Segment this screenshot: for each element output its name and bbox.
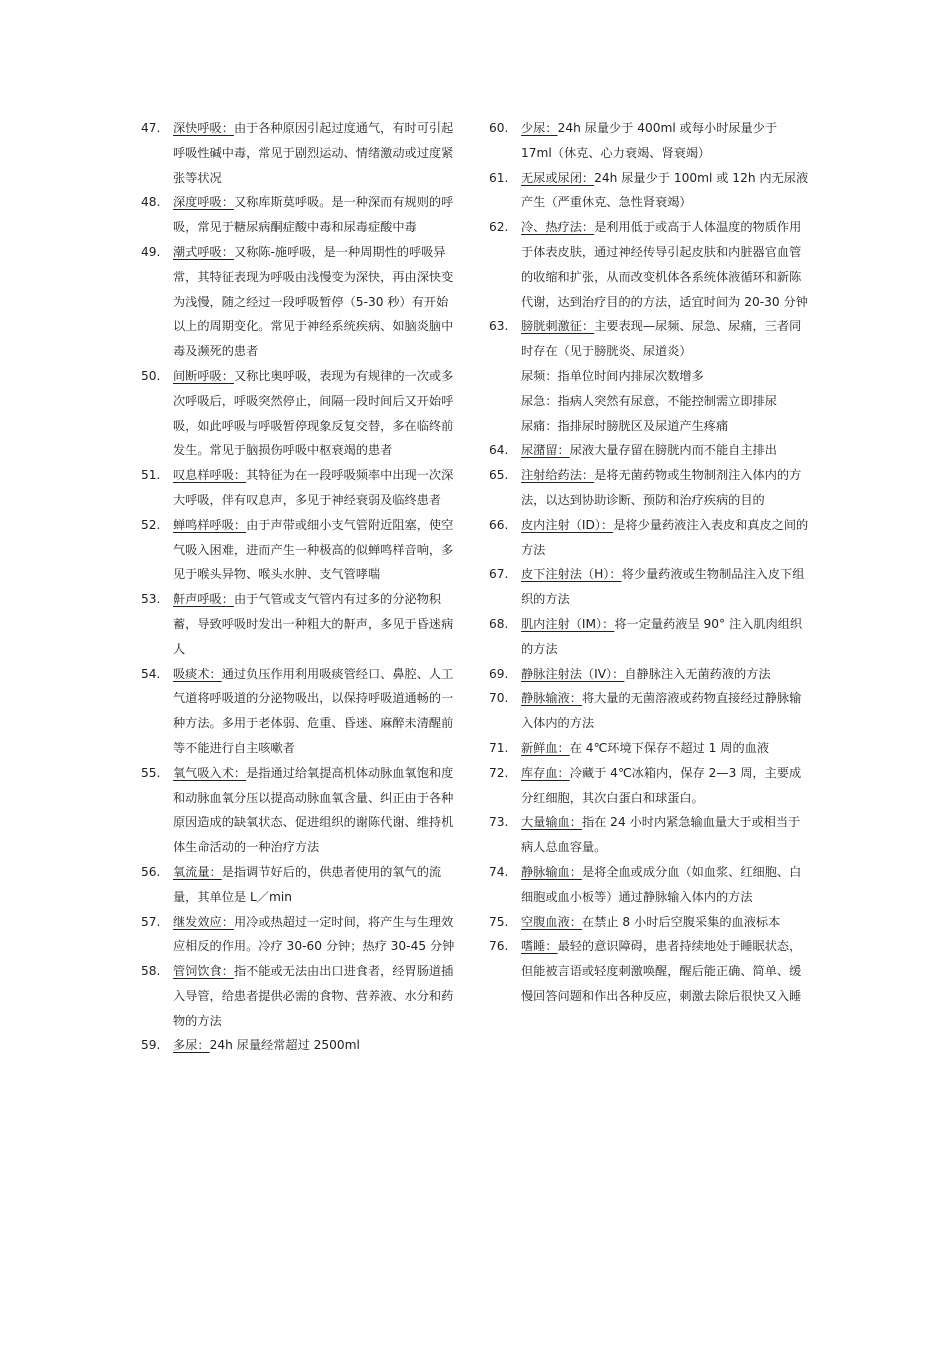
glossary-entry: [489, 314, 811, 364]
glossary-entry: [141, 761, 459, 860]
entry-definition: 在禁止 8 小时后空腹采集的血液标本: [581, 914, 781, 929]
entry-definition: 24h 尿量少于 100ml 或 12h 内无尿液产生（严重休克、急性肾衰竭）: [521, 170, 809, 210]
entry-number: 67.: [489, 567, 509, 582]
entry-number: 52.: [141, 517, 161, 532]
glossary-entry: [489, 562, 811, 612]
entry-definition: 尿液大量存留在膀胱内而不能自主排出: [569, 443, 777, 458]
entry-term: 氧流量：: [173, 864, 222, 879]
glossary-entry: [141, 860, 459, 910]
entry-number: 61.: [489, 170, 509, 185]
glossary-entry: [489, 662, 811, 687]
entry-number: 60.: [489, 121, 509, 135]
glossary-entry: [489, 910, 811, 935]
glossary-entry: [489, 810, 811, 860]
glossary-entry: [489, 934, 811, 1008]
entry-term: 皮内注射（ID）：: [521, 517, 614, 532]
entry-number: 58.: [141, 964, 161, 979]
entry-definition: 是将无菌药物或生物制剂注入体内的方法，以达到协助诊断、预防和治疗疾病的目的: [521, 468, 802, 507]
entry-number: 55.: [141, 765, 161, 780]
entry-term: 空腹血液：: [521, 914, 582, 929]
entry-term: 静脉注射法（IV）：: [521, 666, 625, 681]
entry-number: 59.: [141, 1038, 161, 1053]
entry-subitem: 尿频：指单位时间内排尿次数增多: [521, 368, 704, 383]
entry-term: 静脉输血：: [521, 864, 582, 879]
glossary-entry: [141, 190, 459, 240]
entry-definition: 通过负压作用利用吸痰管经口、鼻腔、人工气道将呼吸道的分泌物吸出，以保持呼吸道通畅的一种方法。多用于老体弱、危重、昏迷、麻醉未清醒前等不能进行自主咳嗽者: [173, 666, 454, 755]
entry-definition: 24h 尿量经常超过 2500ml: [209, 1038, 360, 1053]
entry-number: 62.: [489, 220, 509, 235]
entry-term: 肌内注射（IM）：: [521, 616, 615, 631]
glossary-entry: [141, 364, 459, 463]
entry-definition: 又称库斯莫呼吸。是一种深而有规则的呼吸，常见于糖尿病酮症酸中毒和尿毒症酸中毒: [173, 195, 454, 235]
entry-term: 新鲜血：: [521, 740, 570, 755]
glossary-entry: [489, 438, 811, 463]
entry-definition: 其特征为在一段呼吸频率中出现一次深大呼吸，伴有叹息声，多见于神经衰弱及临终患者: [173, 468, 454, 507]
entry-number: 73.: [489, 815, 509, 830]
entry-number: 56.: [141, 864, 161, 879]
entry-definition: 由于声带或细小支气管附近阻塞，使空气吸入困难，进而产生一种极高的似蝉鸣样音响，多见于喉头异物、喉头水肿、支气管哮喘: [173, 517, 454, 582]
entry-number: 53.: [141, 592, 161, 607]
entry-term: 间断呼吸：: [173, 368, 234, 383]
entry-definition: 又称比奥呼吸，表现为有规律的一次或多次呼吸后，呼吸突然停止，间隔一段时间后又开始呼吸，如此呼吸与呼吸暂停现象反复交替，多在临终前发生。常见于脑损伤呼吸中枢衰竭的患者: [173, 368, 454, 458]
glossary-entry: [141, 662, 459, 761]
entry-term: 膀胱刺激征：: [521, 319, 595, 334]
entry-term: 管饲饮食：: [173, 964, 234, 979]
entry-definition: 最轻的意识障碍，患者持续地处于睡眠状态，但能被言语或轻度刺激唤醒，醒后能正确、简单、缓慢回答问题和作出各种反应，刺激去除后很快又入睡: [521, 939, 802, 1003]
entry-number: 69.: [489, 666, 509, 681]
entry-subitem: 尿痛：指排尿时膀胱区及尿道产生疼痛: [521, 418, 729, 433]
glossary-entry: [489, 166, 811, 216]
entry-term: 库存血：: [521, 765, 570, 780]
entry-term: 尿潴留：: [521, 443, 570, 458]
glossary-entry: [489, 463, 811, 513]
entry-term: 氧气吸入术：: [173, 765, 247, 780]
entry-term: 深度呼吸：: [173, 195, 234, 210]
entry-number: 68.: [489, 616, 509, 631]
left-column: [141, 116, 459, 1058]
entry-number: 47.: [141, 121, 161, 135]
entry-term: 静脉输液：: [521, 691, 582, 706]
entry-number: 51.: [141, 468, 161, 483]
glossary-entry: [141, 1033, 459, 1058]
entry-definition: 冷藏于 4℃冰箱内，保存 2—3 周，主要成分红细胞，其次白蛋白和球蛋白。: [521, 765, 802, 805]
entry-term: 注射给药法：: [521, 468, 595, 483]
entry-definition: 是利用低于或高于人体温度的物质作用于体表皮肤，通过神经传导引起皮肤和内脏器官血管的收缩和扩张，从而改变机体各系统体液循环和新陈代谢，达到治疗目的的方法，适宜时间为 20-30 分钟: [521, 220, 808, 309]
glossary-entry: [141, 240, 459, 364]
entry-number: 54.: [141, 666, 161, 681]
entry-number: 64.: [489, 443, 509, 458]
glossary-entry: [141, 959, 459, 1033]
entry-number: 48.: [141, 195, 161, 210]
entry-definition: 用冷或热超过一定时间，将产生与生理效应相反的作用。冷疗 30-60 分钟；热疗 30-45 分钟: [173, 914, 455, 954]
glossary-entry: [489, 736, 811, 761]
entry-definition: 指在 24 小时内紧急输血量大于或相当于病人总血容量。: [521, 815, 801, 855]
entry-term: 叹息样呼吸：: [173, 468, 247, 483]
glossary-entry: [141, 587, 459, 661]
glossary-entry: [489, 761, 811, 811]
entry-definition: 主要表现—尿频、尿急、尿痛，三者同时存在（见于膀胱炎、尿道炎）: [521, 319, 802, 359]
entry-definition: 指不能或无法由出口进食者，经胃肠道插入导管，给患者提供必需的食物、营养液、水分和药物的方法: [173, 964, 454, 1028]
right-column: [489, 116, 811, 1009]
entry-term: 潮式呼吸：: [173, 244, 234, 259]
entry-definition: 将少量药液或生物制品注入皮下组织的方法: [521, 567, 805, 607]
glossary-entry: [489, 513, 811, 563]
entry-number: 49.: [141, 244, 161, 259]
entry-number: 72.: [489, 765, 509, 780]
entry-number: 71.: [489, 740, 509, 755]
entry-definition: 是将少量药液注入表皮和真皮之间的方法: [521, 517, 809, 557]
entry-definition: 将大量的无菌溶液或药物直接经过静脉输入体内的方法: [521, 691, 802, 731]
entry-definition: 又称陈-施呼吸，是一种周期性的呼吸异常，其特征表现为呼吸由浅慢变为深快，再由深快变为浅慢，随之经过一段呼吸暂停（5-30 秒）有开始以上的周期变化。常见于神经系统疾病、如脑炎脑中毒及濒死的患者: [173, 244, 454, 359]
entry-term: 少尿：: [521, 121, 558, 135]
glossary-entry: [489, 215, 811, 314]
entry-definition: 24h 尿量少于 400ml 或每小时尿量少于 17ml（休克、心力衰竭、肾衰竭）: [521, 121, 778, 160]
glossary-entry: [489, 116, 811, 166]
entry-term: 鼾声呼吸：: [173, 592, 234, 607]
entry-definition: 由于气管或支气管内有过多的分泌物积蓄，导致呼吸时发出一种粗大的鼾声，多见于昏迷病人: [173, 592, 454, 656]
entry-number: 76.: [489, 939, 509, 954]
entry-number: 57.: [141, 914, 161, 929]
entry-definition: 由于各种原因引起过度通气，有时可引起呼吸性碱中毒，常见于剧烈运动、情绪激动或过度紧张等状况: [173, 121, 454, 185]
entry-term: 继发效应：: [173, 914, 234, 929]
entry-number: 75.: [489, 914, 509, 929]
entry-number: 74.: [489, 864, 509, 879]
glossary-entry: [489, 612, 811, 662]
entry-term: 多尿：: [173, 1038, 210, 1053]
entry-definition: 自静脉注入无菌药液的方法: [624, 666, 771, 681]
entry-term: 皮下注射法（H）：: [521, 567, 622, 582]
glossary-entry: [489, 860, 811, 910]
glossary-entry: [141, 910, 459, 960]
entry-term: 吸痰术：: [173, 666, 222, 681]
entry-term: 蝉鸣样呼吸：: [173, 517, 247, 532]
entry-term: 大量输血：: [521, 815, 582, 830]
glossary-entry: [489, 686, 811, 736]
entry-definition: 是指通过给氧提高机体动脉血氧饱和度和动脉血氧分压以提高动脉血氧含量、纠正由于各种原因造成的缺氧状态、促进组织的谢陈代谢、维持机体生命活动的一种治疗方法: [173, 765, 454, 855]
entry-definition: 是将全血或成分血（如血浆、红细胞、白细胞或血小板等）通过静脉输入体内的方法: [521, 864, 802, 904]
entry-term: 无尿或尿闭：: [521, 170, 595, 185]
glossary-entry: [141, 513, 459, 587]
glossary-entry: [141, 463, 459, 513]
entry-definition: 是指调节好后的，供患者使用的氧气的流量，其单位是 L／min: [173, 864, 442, 904]
entry-number: 50.: [141, 368, 161, 383]
entry-term: 冷、热疗法：: [521, 220, 595, 235]
entry-term: 深快呼吸：: [173, 121, 234, 135]
entry-definition: 将一定量药液呈 90° 注入肌肉组织的方法: [521, 616, 803, 656]
entry-number: 65.: [489, 468, 509, 483]
entry-definition: 在 4℃环境下保存不超过 1 周的血液: [569, 740, 770, 755]
entry-number: 70.: [489, 691, 509, 706]
entry-number: 66.: [489, 517, 509, 532]
entry-subitem: 尿急：指病人突然有尿意，不能控制需立即排尿: [521, 393, 777, 408]
entry-term: 嗜睡：: [521, 939, 558, 954]
entry-number: 63.: [489, 319, 509, 334]
glossary-entry: [141, 116, 459, 190]
